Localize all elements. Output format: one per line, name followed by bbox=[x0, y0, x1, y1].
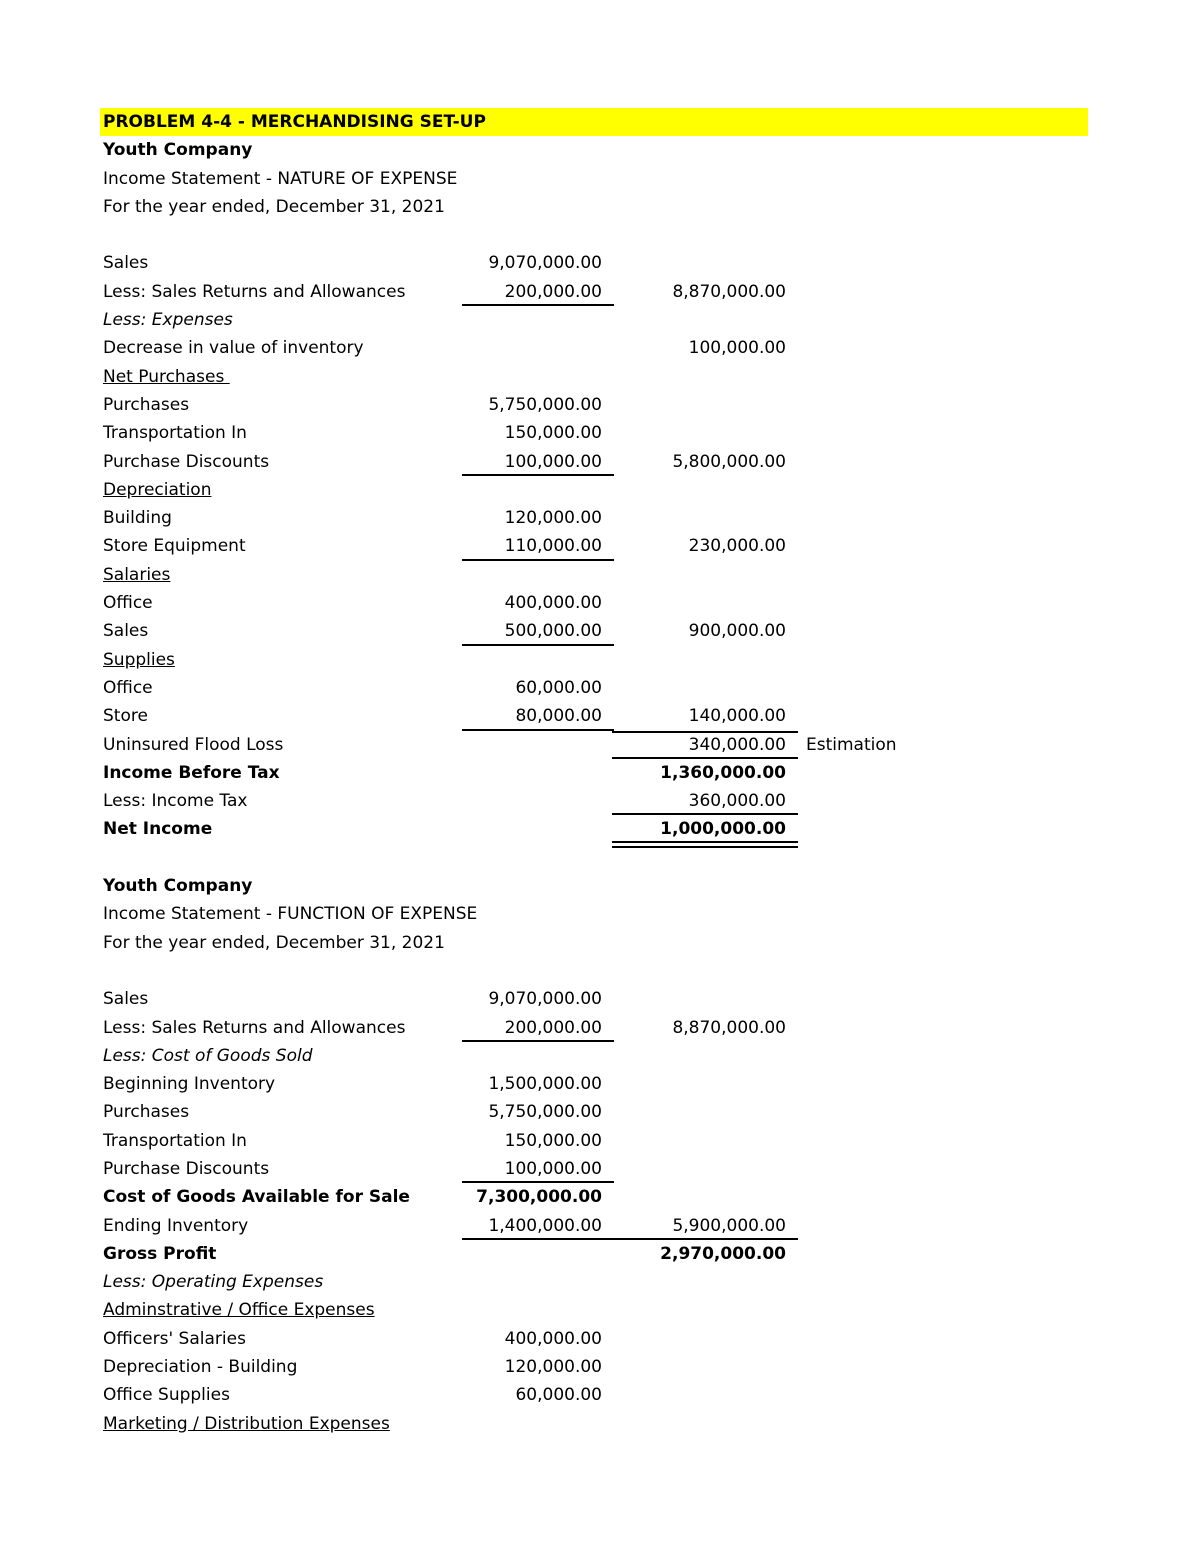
blank-row[interactable] bbox=[0, 844, 1200, 872]
table-row[interactable] bbox=[0, 1296, 1200, 1324]
blank-row[interactable] bbox=[0, 957, 1200, 985]
table-row[interactable] bbox=[0, 787, 1200, 815]
row-label: Office Supplies bbox=[103, 1385, 230, 1406]
table-row[interactable] bbox=[0, 391, 1200, 419]
table-row[interactable] bbox=[0, 1381, 1200, 1409]
problem-title: PROBLEM 4-4 - MERCHANDISING SET-UP bbox=[103, 112, 486, 132]
table-row[interactable] bbox=[0, 702, 1200, 730]
table-row[interactable] bbox=[0, 815, 1200, 843]
row-label: Sales bbox=[103, 253, 149, 274]
amount-col1: 120,000.00 bbox=[504, 508, 602, 529]
statement-title: Income Statement - FUNCTION OF EXPENSE bbox=[103, 904, 478, 925]
section-heading: Depreciation bbox=[103, 479, 212, 500]
row-label: Building bbox=[103, 508, 172, 529]
statement-title-row[interactable] bbox=[0, 900, 1200, 928]
amount-col1: 60,000.00 bbox=[515, 1385, 602, 1406]
row-label: Purchase Discounts bbox=[103, 451, 270, 472]
problem-title-row[interactable] bbox=[100, 108, 1088, 136]
statement-period: For the year ended, December 31, 2021 bbox=[103, 196, 445, 217]
amount-col2: 8,870,000.00 bbox=[672, 281, 786, 302]
amount-col2: 100,000.00 bbox=[688, 338, 786, 359]
statement-title-row[interactable] bbox=[0, 165, 1200, 193]
amount-col1: 60,000.00 bbox=[515, 677, 602, 698]
row-label: Beginning Inventory bbox=[103, 1074, 276, 1095]
row-label: Decrease in value of inventory bbox=[103, 338, 364, 359]
table-row[interactable] bbox=[0, 1212, 1200, 1240]
amount-col2: 1,360,000.00 bbox=[660, 762, 786, 783]
row-label: Less: Sales Returns and Allowances bbox=[103, 1017, 406, 1038]
table-row[interactable] bbox=[0, 674, 1200, 702]
table-row[interactable] bbox=[0, 334, 1200, 362]
table-row[interactable] bbox=[0, 1014, 1200, 1042]
amount-col1: 9,070,000.00 bbox=[488, 253, 602, 274]
table-row[interactable] bbox=[0, 759, 1200, 787]
table-row[interactable] bbox=[0, 1098, 1200, 1126]
amount-col1: 500,000.00 bbox=[462, 617, 602, 645]
statement-period: For the year ended, December 31, 2021 bbox=[103, 932, 445, 953]
amount-col1: 200,000.00 bbox=[462, 1014, 602, 1042]
row-label: Purchases bbox=[103, 394, 190, 415]
table-row[interactable] bbox=[0, 985, 1200, 1013]
note-text: Estimation bbox=[806, 734, 897, 755]
table-row[interactable] bbox=[0, 1353, 1200, 1381]
amount-col1: 400,000.00 bbox=[504, 593, 602, 614]
table-row[interactable] bbox=[0, 1070, 1200, 1098]
amount-col1: 100,000.00 bbox=[462, 1155, 602, 1183]
amount-col2: 360,000.00 bbox=[614, 787, 786, 815]
table-row[interactable] bbox=[0, 504, 1200, 532]
row-label: Store Equipment bbox=[103, 536, 246, 557]
section-heading: Net Purchases bbox=[103, 366, 230, 387]
amount-col1: 150,000.00 bbox=[504, 423, 602, 444]
period-row[interactable] bbox=[0, 929, 1200, 957]
table-row[interactable] bbox=[0, 419, 1200, 447]
amount-col2: 340,000.00 bbox=[614, 731, 786, 759]
row-label: Purchase Discounts bbox=[103, 1158, 270, 1179]
table-row[interactable] bbox=[0, 1127, 1200, 1155]
row-label: Depreciation - Building bbox=[103, 1357, 298, 1378]
amount-col1: 80,000.00 bbox=[462, 702, 602, 730]
table-row[interactable] bbox=[0, 617, 1200, 645]
amount-col2: 230,000.00 bbox=[688, 536, 786, 557]
table-row[interactable] bbox=[0, 476, 1200, 504]
amount-col2: 5,800,000.00 bbox=[672, 451, 786, 472]
table-row[interactable] bbox=[0, 249, 1200, 277]
row-label: Less: Income Tax bbox=[103, 791, 248, 812]
table-row[interactable] bbox=[0, 278, 1200, 306]
row-label: Sales bbox=[103, 989, 149, 1010]
row-label: Uninsured Flood Loss bbox=[103, 734, 284, 755]
row-label: Store bbox=[103, 706, 148, 727]
company-name: Youth Company bbox=[103, 876, 253, 897]
spreadsheet-page bbox=[0, 108, 1200, 1438]
table-row[interactable] bbox=[0, 306, 1200, 334]
amount-col1: 5,750,000.00 bbox=[488, 394, 602, 415]
table-row[interactable] bbox=[0, 561, 1200, 589]
row-label: Purchases bbox=[103, 1102, 190, 1123]
row-label: Ending Inventory bbox=[103, 1215, 249, 1236]
table-row[interactable] bbox=[0, 1268, 1200, 1296]
amount-col1: 200,000.00 bbox=[462, 278, 602, 306]
table-row[interactable] bbox=[0, 731, 1200, 759]
section-heading: Salaries bbox=[103, 564, 171, 585]
table-row[interactable] bbox=[0, 589, 1200, 617]
section-heading: Marketing / Distribution Expenses bbox=[103, 1413, 390, 1434]
table-row[interactable] bbox=[0, 1183, 1200, 1211]
row-label: Net Income bbox=[103, 819, 213, 840]
amount-col1: 400,000.00 bbox=[504, 1328, 602, 1349]
row-label: Transportation In bbox=[103, 1130, 247, 1151]
table-row[interactable] bbox=[0, 1155, 1200, 1183]
amount-col1: 110,000.00 bbox=[462, 532, 602, 560]
table-row[interactable] bbox=[0, 1042, 1200, 1070]
company-name-row[interactable] bbox=[0, 136, 1200, 164]
row-label: Less: Cost of Goods Sold bbox=[103, 1045, 313, 1066]
amount-col1: 1,400,000.00 bbox=[462, 1212, 602, 1240]
table-row[interactable] bbox=[0, 1410, 1200, 1438]
amount-col1: 1,500,000.00 bbox=[488, 1074, 602, 1095]
row-label: Officers' Salaries bbox=[103, 1328, 246, 1349]
amount-col1: 7,300,000.00 bbox=[476, 1187, 602, 1208]
table-row[interactable] bbox=[0, 646, 1200, 674]
amount-col2: 5,900,000.00 bbox=[614, 1212, 786, 1240]
blank-row[interactable] bbox=[0, 221, 1200, 249]
period-row[interactable] bbox=[0, 193, 1200, 221]
amount-col1: 100,000.00 bbox=[462, 448, 602, 476]
amount-col1: 150,000.00 bbox=[504, 1130, 602, 1151]
section-heading: Supplies bbox=[103, 649, 175, 670]
amount-col2: 140,000.00 bbox=[688, 706, 786, 727]
row-label: Income Before Tax bbox=[103, 762, 280, 783]
table-row[interactable] bbox=[0, 1325, 1200, 1353]
row-label: Office bbox=[103, 677, 153, 698]
amount-col2: 2,970,000.00 bbox=[660, 1243, 786, 1264]
row-label: Gross Profit bbox=[103, 1243, 217, 1264]
section-heading: Adminstrative / Office Expenses bbox=[103, 1300, 375, 1321]
amount-col1: 9,070,000.00 bbox=[488, 989, 602, 1010]
table-row[interactable] bbox=[0, 363, 1200, 391]
row-label: Sales bbox=[103, 621, 149, 642]
row-label: Less: Operating Expenses bbox=[103, 1272, 324, 1293]
row-label: Transportation In bbox=[103, 423, 247, 444]
table-row[interactable] bbox=[0, 1240, 1200, 1268]
row-label: Less: Sales Returns and Allowances bbox=[103, 281, 406, 302]
amount-col1: 5,750,000.00 bbox=[488, 1102, 602, 1123]
company-name-row[interactable] bbox=[0, 872, 1200, 900]
row-label: Less: Expenses bbox=[103, 310, 233, 331]
company-name: Youth Company bbox=[103, 140, 253, 161]
amount-col2: 900,000.00 bbox=[688, 621, 786, 642]
row-label: Office bbox=[103, 593, 153, 614]
table-row[interactable] bbox=[0, 448, 1200, 476]
amount-col1: 120,000.00 bbox=[504, 1357, 602, 1378]
amount-col2: 1,000,000.00 bbox=[614, 815, 786, 843]
table-row[interactable] bbox=[0, 532, 1200, 560]
statement-title: Income Statement - NATURE OF EXPENSE bbox=[103, 168, 458, 189]
row-label: Cost of Goods Available for Sale bbox=[103, 1187, 410, 1208]
amount-col2: 8,870,000.00 bbox=[672, 1017, 786, 1038]
